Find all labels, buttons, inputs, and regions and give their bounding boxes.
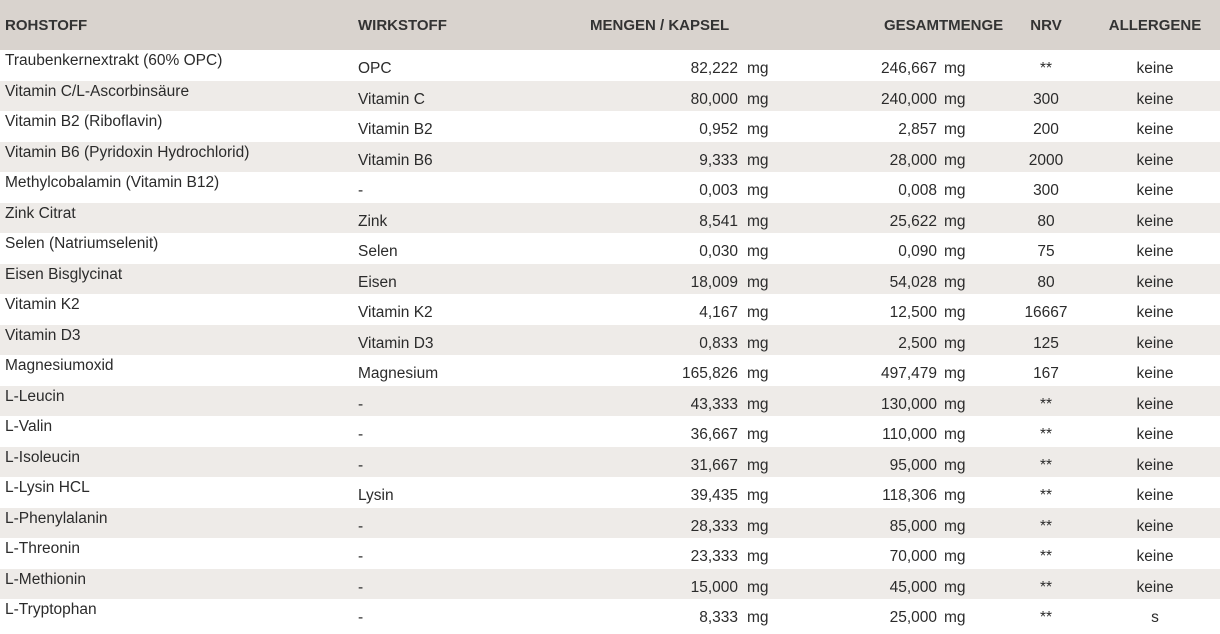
cell-gesamt-unit: mg (944, 365, 966, 383)
cell-rohstoff: Methylcobalamin (Vitamin B12) (5, 174, 220, 191)
table-row (0, 386, 1220, 417)
header-mengen (580, 0, 797, 50)
cell-rohstoff: L-Phenylalanin (5, 509, 108, 527)
cell-allergene: keine (1136, 212, 1174, 230)
cell-menge-unit: mg (747, 487, 769, 505)
cell-nrv: 75 (1037, 243, 1055, 261)
cell-menge-unit: mg (747, 517, 769, 535)
cell-nrv: ** (1039, 456, 1053, 474)
table-header-row (0, 0, 1220, 50)
table-row (0, 50, 1220, 81)
cell-wirkstoff: - (358, 548, 364, 566)
cell-rohstoff: Vitamin B6 (Pyridoxin Hydrochlorid) (5, 143, 250, 161)
cell-wirkstoff: - (358, 456, 364, 474)
header-allergene: ALLERGENE (1108, 16, 1202, 34)
cell-allergene: keine (1136, 578, 1174, 596)
cell-wirkstoff: - (358, 395, 364, 413)
cell-rohstoff: L-Isoleucin (5, 448, 80, 466)
cell-menge-unit: mg (747, 90, 769, 108)
cell-gesamt-unit: mg (944, 182, 966, 200)
cell-gesamt-unit: mg (944, 273, 966, 291)
cell-gesamt: 110,000 (882, 426, 937, 444)
cell-gesamt-unit: mg (944, 517, 966, 535)
cell-nrv: 80 (1037, 273, 1055, 291)
table-row (0, 599, 1220, 630)
header-wirkstoff: WIRKSTOFF (358, 16, 447, 34)
table-row (0, 233, 1220, 264)
cell-gesamt-unit: mg (944, 395, 966, 413)
cell-gesamt: 25,000 (889, 609, 937, 627)
table-row (0, 203, 1220, 234)
cell-wirkstoff: Magnesium (358, 365, 439, 383)
cell-nrv: 16667 (1024, 304, 1068, 322)
header-mengen-label: MENGEN / KAPSEL (590, 16, 730, 34)
cell-menge-unit: mg (747, 578, 769, 596)
cell-allergene: keine (1136, 365, 1174, 383)
cell-menge-unit: mg (747, 121, 769, 139)
cell-menge-unit: mg (747, 334, 769, 352)
cell-gesamt-unit: mg (944, 212, 966, 230)
cell-rohstoff: Vitamin D3 (5, 326, 81, 344)
cell-gesamt: 497,479 (880, 365, 937, 383)
cell-menge: 0,952 (699, 121, 738, 139)
cell-allergene: keine (1136, 334, 1174, 352)
cell-gesamt-unit: mg (944, 456, 966, 474)
table-row (0, 264, 1220, 295)
cell-gesamt-unit: mg (944, 334, 966, 352)
cell-menge-unit: mg (747, 395, 769, 413)
cell-allergene: keine (1136, 548, 1174, 566)
cell-menge-unit: mg (747, 243, 769, 261)
table-row (0, 538, 1220, 569)
cell-nrv: ** (1039, 60, 1053, 78)
cell-wirkstoff: Eisen (358, 273, 397, 291)
cell-gesamt-unit: mg (944, 426, 966, 444)
header-gesamt-label: GESAMTMENGE (884, 16, 1004, 34)
cell-menge: 9,333 (699, 151, 738, 169)
cell-gesamt: 85,000 (889, 517, 937, 535)
cell-wirkstoff: - (358, 578, 364, 596)
cell-menge-unit: mg (747, 456, 769, 474)
cell-wirkstoff: Vitamin D3 (358, 334, 434, 352)
cell-allergene: keine (1136, 121, 1174, 139)
cell-gesamt-unit: mg (944, 609, 966, 627)
header-rohstoff: ROHSTOFF (5, 16, 88, 34)
cell-nrv: 167 (1033, 365, 1059, 383)
cell-gesamt: 25,622 (889, 212, 937, 230)
cell-menge-unit: mg (747, 182, 769, 200)
cell-wirkstoff: Selen (358, 243, 398, 261)
table-row (0, 569, 1220, 600)
table-row (0, 325, 1220, 356)
cell-nrv: 2000 (1028, 151, 1064, 169)
cell-gesamt-unit: mg (944, 578, 966, 596)
cell-menge: 0,833 (699, 334, 738, 352)
cell-nrv: 200 (1033, 121, 1059, 139)
cell-allergene: keine (1136, 151, 1174, 169)
cell-nrv: 300 (1033, 90, 1059, 108)
cell-rohstoff: Magnesiumoxid (5, 357, 114, 374)
cell-allergene: keine (1136, 304, 1174, 322)
cell-rohstoff: L-Lysin HCL (5, 479, 90, 496)
cell-gesamt: 0,090 (898, 243, 937, 261)
header-gesamt (797, 0, 1002, 50)
cell-rohstoff: L-Valin (5, 418, 53, 435)
cell-gesamt: 2,500 (898, 334, 937, 352)
cell-allergene: keine (1136, 517, 1174, 535)
cell-gesamt: 54,028 (889, 273, 937, 291)
cell-allergene: keine (1136, 243, 1174, 261)
cell-menge: 4,167 (699, 304, 738, 322)
table-row (0, 416, 1220, 447)
cell-menge: 8,541 (699, 212, 738, 230)
cell-gesamt-unit: mg (944, 304, 966, 322)
cell-wirkstoff: - (358, 517, 364, 535)
cell-allergene: keine (1136, 426, 1174, 444)
cell-menge-unit: mg (747, 304, 769, 322)
cell-nrv: 125 (1033, 334, 1059, 352)
cell-menge-unit: mg (747, 548, 769, 566)
cell-menge-unit: mg (747, 273, 769, 291)
cell-rohstoff: Vitamin B2 (Riboflavin) (5, 113, 163, 130)
cell-wirkstoff: Zink (358, 212, 388, 230)
cell-rohstoff: Vitamin K2 (5, 296, 80, 313)
cell-wirkstoff: OPC (358, 60, 392, 78)
cell-gesamt: 70,000 (889, 548, 937, 566)
table-row (0, 477, 1220, 508)
table-row (0, 355, 1220, 386)
cell-menge: 39,435 (690, 487, 738, 505)
cell-menge: 23,333 (690, 548, 738, 566)
cell-wirkstoff: Vitamin B2 (358, 121, 433, 139)
cell-allergene: keine (1136, 395, 1174, 413)
cell-nrv: ** (1039, 395, 1053, 413)
cell-wirkstoff: Lysin (358, 487, 394, 505)
cell-allergene: keine (1136, 182, 1174, 200)
cell-gesamt: 240,000 (880, 90, 937, 108)
cell-nrv: 80 (1037, 212, 1055, 230)
cell-gesamt: 118,306 (882, 487, 937, 505)
cell-menge: 43,333 (690, 395, 738, 413)
table-row (0, 508, 1220, 539)
cell-menge: 0,003 (699, 182, 738, 200)
cell-menge-unit: mg (747, 365, 769, 383)
cell-gesamt: 45,000 (889, 578, 937, 596)
cell-rohstoff: Eisen Bisglycinat (5, 265, 123, 283)
cell-menge: 82,222 (690, 60, 738, 78)
cell-gesamt-unit: mg (944, 60, 966, 78)
cell-gesamt: 2,857 (898, 121, 937, 139)
cell-wirkstoff: Vitamin K2 (358, 304, 433, 322)
table-body (0, 50, 1220, 630)
cell-gesamt-unit: mg (944, 548, 966, 566)
cell-nrv: ** (1039, 578, 1053, 596)
cell-gesamt: 246,667 (880, 60, 937, 78)
cell-rohstoff: Traubenkernextrakt (60% OPC) (5, 52, 223, 69)
cell-nrv: ** (1039, 426, 1053, 444)
header-nrv: NRV (1030, 16, 1062, 34)
cell-gesamt: 0,008 (898, 182, 937, 200)
cell-allergene: s (1151, 609, 1159, 627)
cell-nrv: 300 (1033, 182, 1059, 200)
cell-wirkstoff: - (358, 182, 364, 200)
cell-menge-unit: mg (747, 60, 769, 78)
cell-gesamt: 95,000 (889, 456, 937, 474)
table-row (0, 142, 1220, 173)
cell-wirkstoff: Vitamin B6 (358, 151, 433, 169)
cell-nrv: ** (1039, 609, 1053, 627)
cell-allergene: keine (1136, 273, 1174, 291)
cell-rohstoff: Selen (Natriumselenit) (5, 235, 159, 252)
cell-menge-unit: mg (747, 426, 769, 444)
cell-menge: 165,826 (681, 365, 738, 383)
cell-gesamt-unit: mg (944, 151, 966, 169)
cell-menge: 8,333 (699, 609, 738, 627)
cell-gesamt-unit: mg (944, 487, 966, 505)
table-row (0, 81, 1220, 112)
cell-nrv: ** (1039, 517, 1053, 535)
cell-gesamt-unit: mg (944, 90, 966, 108)
cell-menge: 15,000 (690, 578, 738, 596)
table-row (0, 294, 1220, 325)
cell-menge-unit: mg (747, 212, 769, 230)
cell-gesamt: 28,000 (889, 151, 937, 169)
cell-nrv: ** (1039, 487, 1053, 505)
cell-rohstoff: L-Methionin (5, 570, 86, 588)
cell-menge-unit: mg (747, 151, 769, 169)
cell-menge-unit: mg (747, 609, 769, 627)
cell-menge: 28,333 (690, 517, 738, 535)
cell-rohstoff: L-Threonin (5, 540, 80, 557)
cell-allergene: keine (1136, 90, 1174, 108)
cell-allergene: keine (1136, 456, 1174, 474)
cell-wirkstoff: Vitamin C (358, 90, 425, 108)
cell-gesamt: 12,500 (889, 304, 937, 322)
cell-menge: 0,030 (699, 243, 738, 261)
cell-menge: 31,667 (690, 456, 738, 474)
cell-rohstoff: L-Tryptophan (5, 601, 97, 618)
cell-menge: 18,009 (690, 273, 738, 291)
cell-allergene: keine (1136, 487, 1174, 505)
cell-wirkstoff: - (358, 609, 364, 627)
cell-gesamt-unit: mg (944, 243, 966, 261)
cell-menge: 36,667 (690, 426, 738, 444)
cell-allergene: keine (1136, 60, 1174, 78)
cell-wirkstoff: - (358, 426, 364, 444)
table-row (0, 172, 1220, 203)
cell-rohstoff: L-Leucin (5, 387, 65, 405)
cell-nrv: ** (1039, 548, 1053, 566)
table-row (0, 111, 1220, 142)
table-row (0, 447, 1220, 478)
cell-gesamt: 130,000 (880, 395, 937, 413)
cell-rohstoff: Zink Citrat (5, 204, 76, 222)
cell-rohstoff: Vitamin C/L-Ascorbinsäure (5, 82, 190, 100)
cell-gesamt-unit: mg (944, 121, 966, 139)
cell-menge: 80,000 (690, 90, 738, 108)
